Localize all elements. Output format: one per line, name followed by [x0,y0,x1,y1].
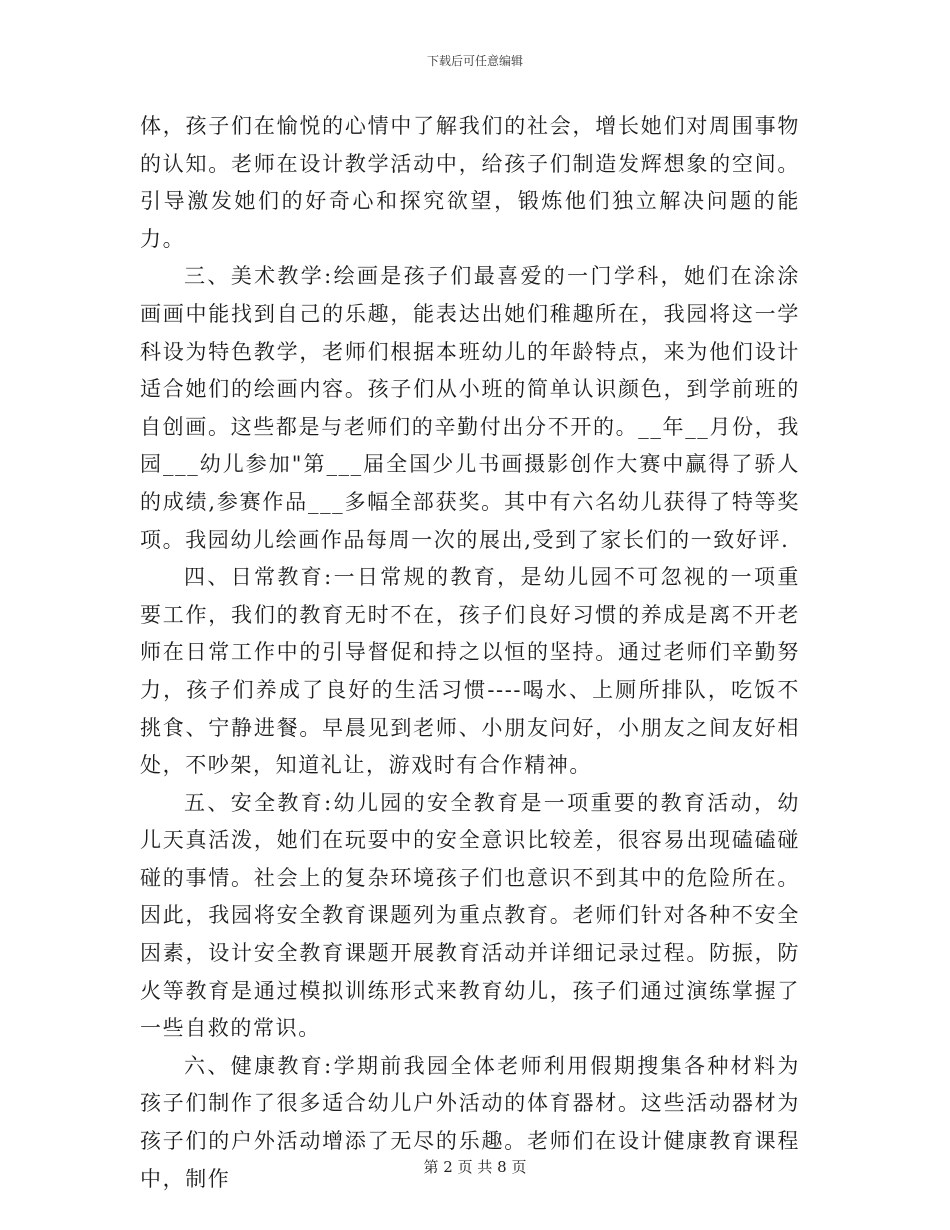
document-body [140,108,800,1198]
paragraph-safety-education: 五、安全教育:幼儿园的安全教育是一项重要的教育活动，幼儿天真活泼，她们在玩耍中的安全意识比较差，很容易出现磕磕碰碰的事情。社会上的复杂环境孩子们也意识不到其中的危险所在。因此，我园将安全教育课题列为重点教育。老师们针对各种不安全因素，设计安全教育课题开展教育活动并详细记录过程。防振，防火等教育是通过模拟训练形式来教育幼儿，孩子们通过演练掌握了一些自救的常识。 [140,790,800,1041]
page-number: 第 2 页 共 8 页 [423,1158,527,1176]
paragraph-health-education: 六、健康教育:学期前我园全体老师利用假期搜集各种材料为孩子们制作了很多适合幼儿户外活动的体育器材。这些活动器材为孩子们的户外活动增添了无尽的乐趣。老师们在设计健康教育课程中，制作 [140,1053,800,1191]
page-header: 下载后可任意编辑 [426,54,523,68]
paragraph-art-education: 三、美术教学:绘画是孩子们最喜爱的一门学科，她们在涂涂画画中能找到自己的乐趣，能表达出她们稚趣所在，我园将这一学科设为特色教学，老师们根据本班幼儿的年龄特点，来为他们设计适合她们的绘画内容。孩子们从小班的简单认识颜色，到学前班的自创画。这些都是与老师们的辛勤付出分不开的。__年__月份，我园___幼儿参加"第___届全国少儿书画摄影创作大赛中赢得了骄人的成绩,参赛作品___多幅全部获奖。其中有六名幼儿获得了特等奖项。我园幼儿绘画作品每周一次的展出,受到了家长们的一致好评. [140,264,800,552]
paragraph-continuation: 体，孩子们在愉悦的心情中了解我们的社会，增长她们对周围事物的认知。老师在设计教学活动中，给孩子们制造发辉想象的空间。引导激发她们的好奇心和探究欲望，锻炼他们独立解决问题的能力。 [140,114,800,251]
paragraph-daily-education: 四、日常教育:一日常规的教育，是幼儿园不可忽视的一项重要工作，我们的教育无时不在，孩子们良好习惯的养成是离不开老师在日常工作中的引导督促和持之以恒的坚持。通过老师们辛勤努力，孩子们养成了良好的生活习惯----喝水、上厕所排队，吃饭不挑食、宁静进餐。早晨见到老师、小朋友问好，小朋友之间友好相处，不吵架，知道礼让，游戏时有合作精神。 [140,565,800,778]
